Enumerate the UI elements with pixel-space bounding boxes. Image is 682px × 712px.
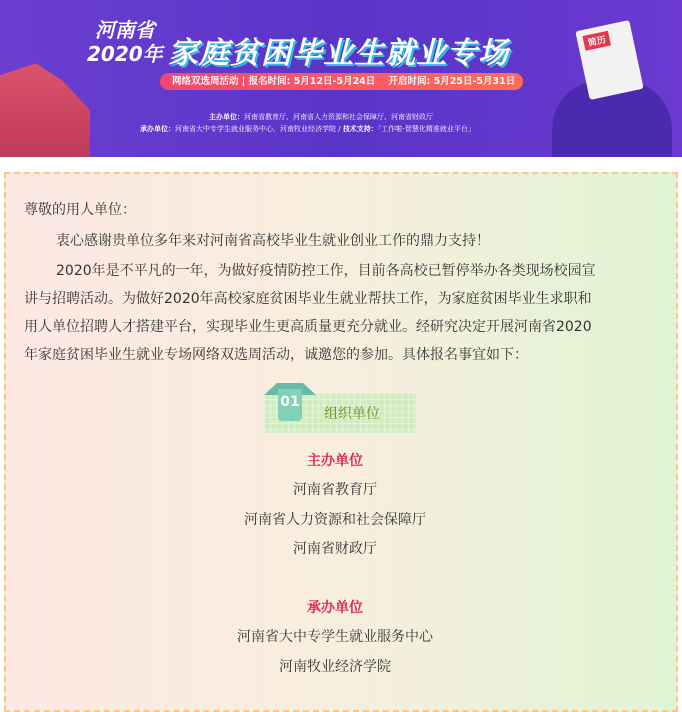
host-list: 河南省教育厅、河南省人力资源和社会保障厅、河南省财政厅 (244, 113, 433, 121)
intro-line-3: 用人单位招聘人才搭建平台，实现毕业生更高质量更充分就业。经研究决定开展河南省2020 (24, 319, 592, 335)
host-item: 河南省人力资源和社会保障厅 (244, 512, 426, 528)
province-text: 河南省 (94, 18, 155, 42)
event-dates-pill: 网络双选周活动 | 报名时间: 5月12日-5月24日 开启时间: 5月25日-5月31日 (160, 73, 523, 90)
intro-line-2: 讲与招聘活动。为做好2020年高校家庭贫困毕业生就业帮扶工作，为家庭贫困毕业生求职和 (24, 291, 592, 307)
intro-line-1: 2020年是不平凡的一年，为做好疫情防控工作，目前各高校已暂停举办各类现场校园宣 (56, 263, 596, 279)
tech-label: 技术支持： (342, 125, 378, 133)
organizer-item: 河南省大中专学生就业服务中心 (237, 629, 433, 645)
banner-title: 家庭贫困毕业生就业专场 (168, 36, 509, 71)
host-item: 河南省财政厅 (293, 541, 377, 557)
organizer-heading: 承办单位 (307, 600, 363, 616)
header-banner (0, 0, 682, 157)
organizer-list: 河南省大中专学生就业服务中心、河南牧业经济学院 / (175, 125, 343, 133)
greeting: 尊敬的用人单位： (24, 202, 136, 218)
section-header-organizations (262, 383, 417, 433)
host-item: 河南省教育厅 (293, 482, 377, 498)
tech-text: 「工作啦-智慧化精准就业平台」 (377, 125, 475, 133)
section-title: 组织单位 (324, 406, 380, 422)
section-number: 01 (278, 389, 302, 421)
banner-province (87, 18, 163, 66)
organizer-item: 河南牧业经济学院 (279, 659, 391, 675)
intro-line-4: 年家庭贫困毕业生就业专场网络双选周活动，诚邀您的参加。具体报名事宜如下： (24, 347, 528, 363)
host-heading: 主办单位 (307, 453, 363, 469)
year-text: 2020年 (87, 42, 163, 66)
organizer-label: 承办单位： (140, 125, 175, 133)
person-illustration (532, 10, 682, 157)
resume-label: 简历 (582, 31, 611, 51)
thanks-paragraph: 衷心感谢贵单位多年来对河南省高校毕业生就业创业工作的鼎力支持！ (56, 233, 490, 249)
host-label: 主办单位： (209, 113, 244, 121)
building-illustration (0, 40, 90, 157)
